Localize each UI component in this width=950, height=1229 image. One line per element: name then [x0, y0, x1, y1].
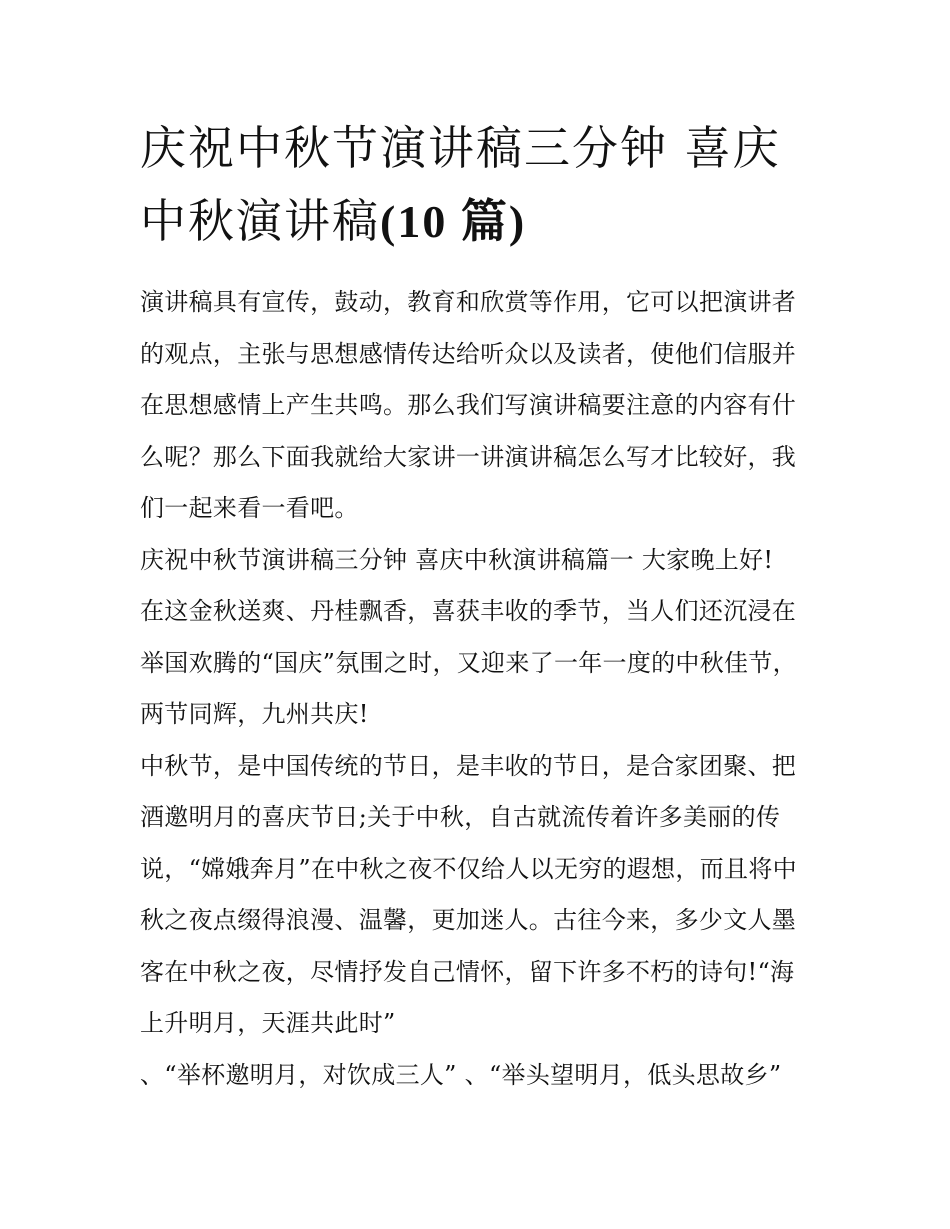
text-line: 两节同辉，九州共庆!	[140, 700, 369, 728]
document-body	[140, 277, 820, 1101]
title-line-2	[140, 185, 820, 258]
text-line: 的观点，主张与思想感情传达给听众以及读者，使他们信服并	[140, 339, 797, 368]
paragraph-poems	[140, 1050, 820, 1102]
text-line: 说，“嫦娥奔月”在中秋之夜不仅给人以无穷的遐想，而且将中	[140, 854, 797, 883]
text-line: 秋之夜点缀得浪漫、温馨，更加迷人。古往今来，多少文人墨	[140, 906, 797, 934]
paragraph-festival	[140, 741, 820, 1050]
text-line: 酒邀明月的喜庆节日;关于中秋，自古就流传着许多美丽的传	[140, 803, 781, 831]
text-line: 演讲稿具有宣传，鼓动，教育和欣赏等作用，它可以把演讲者	[140, 288, 797, 316]
document-title	[140, 112, 820, 258]
title-count: (10 篇)	[380, 196, 527, 247]
text-line: 客在中秋之夜，尽情抒发自己情怀，留下许多不朽的诗句!“海	[140, 957, 795, 986]
text-line: 上升明月，天涯共此时”	[140, 1009, 396, 1037]
text-line: 在思想感情上产生共鸣。那么我们写演讲稿要注意的内容有什	[140, 391, 797, 419]
paragraph-greeting	[140, 586, 820, 741]
text-line: 中秋节，是中国传统的节日，是丰收的节日，是合家团聚、把	[140, 751, 797, 780]
text-line: 、“举杯邀明月，对饮成三人” 、“举头望明月，低头思故乡”	[140, 1060, 782, 1089]
title-line-1: 庆祝中秋节演讲稿三分钟 喜庆	[140, 121, 781, 175]
paragraph-section-heading	[140, 535, 820, 587]
document-content	[140, 112, 820, 1101]
text-line: 举国欢腾的“国庆”氛围之时，又迎来了一年一度的中秋佳节，	[140, 648, 797, 677]
text-line: 在这金秋送爽、丹桂飘香，喜获丰收的季节，当人们还沉浸在	[140, 597, 797, 625]
text-line: 们一起来看一看吧。	[140, 494, 359, 522]
text-line: 庆祝中秋节演讲稿三分钟 喜庆中秋演讲稿篇一 大家晚上好!	[140, 545, 774, 574]
text-line: 么呢？那么下面我就给大家讲一讲演讲稿怎么写才比较好，我	[140, 442, 797, 471]
title-line-2-text: 中秋演讲稿	[140, 194, 380, 248]
paragraph-intro	[140, 277, 820, 535]
